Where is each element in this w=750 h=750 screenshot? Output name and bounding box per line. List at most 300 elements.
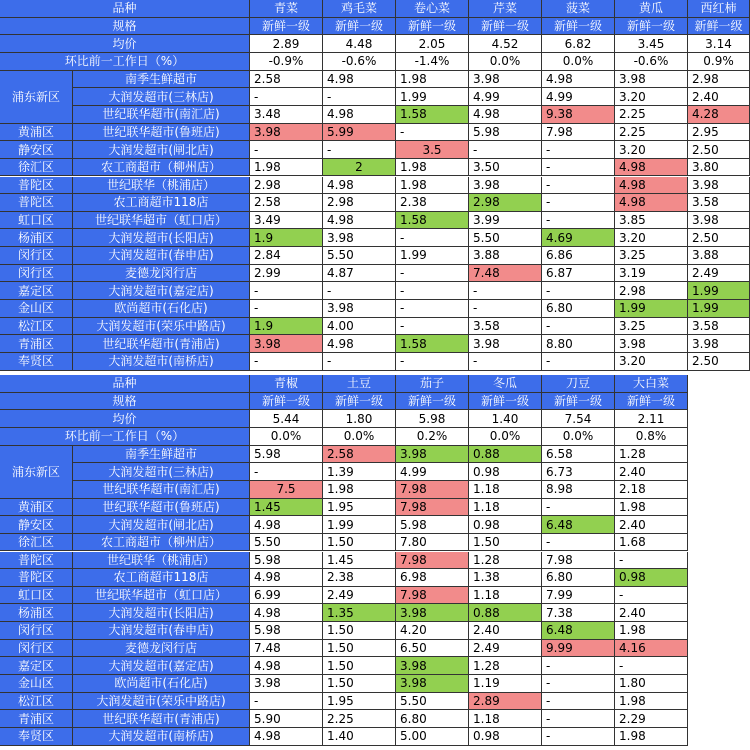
price-cell: 1.50 <box>323 657 396 675</box>
price-cell: 3.98 <box>396 604 469 622</box>
price-cell: 3.88 <box>688 247 750 265</box>
price-cell: 2.84 <box>250 247 323 265</box>
average-price: 3.45 <box>615 35 688 53</box>
price-cell: 4.98 <box>323 212 396 230</box>
average-price: 4.48 <box>323 35 396 53</box>
price-cell: - <box>542 710 615 728</box>
price-cell: 5.98 <box>250 446 323 464</box>
price-cell: 3.98 <box>250 335 323 353</box>
spec-grade: 新鲜一级 <box>615 393 688 411</box>
price-cell: 1.98 <box>615 499 688 517</box>
price-cell: 6.86 <box>542 247 615 265</box>
price-cell: 2.38 <box>396 194 469 212</box>
price-cell: 1.19 <box>469 675 542 693</box>
price-cell: 1.28 <box>615 446 688 464</box>
price-cell: 4.98 <box>250 604 323 622</box>
price-cell: 1.45 <box>323 552 396 570</box>
price-cell: 6.98 <box>396 569 469 587</box>
price-cell: 4.99 <box>396 463 469 481</box>
price-cell: - <box>250 88 323 106</box>
price-cell: 0.98 <box>469 516 542 534</box>
market-name: 世纪联华超市(鲁班店) <box>73 124 250 142</box>
average-price: 4.52 <box>469 35 542 53</box>
price-cell: 5.98 <box>250 622 323 640</box>
price-cell: 3.98 <box>469 71 542 89</box>
market-name: 麦德龙闵行店 <box>73 640 250 658</box>
district-label: 静安区 <box>0 516 73 534</box>
price-cell: 4.99 <box>469 88 542 106</box>
change-percent: 0.8% <box>615 428 688 446</box>
price-cell: - <box>542 282 615 300</box>
price-cell: 1.18 <box>469 710 542 728</box>
price-cell: - <box>250 141 323 159</box>
price-cell: 6.80 <box>542 569 615 587</box>
spec-grade: 新鲜一级 <box>250 393 323 411</box>
price-cell: 4.98 <box>323 71 396 89</box>
price-cell: 3.85 <box>615 212 688 230</box>
price-cell: 4.87 <box>323 265 396 283</box>
price-cell: - <box>323 141 396 159</box>
vegetable-name: 冬瓜 <box>469 375 542 393</box>
price-cell: 1.39 <box>323 463 396 481</box>
price-cell: 1.98 <box>615 728 688 746</box>
price-cell: 3.25 <box>615 318 688 336</box>
price-cell: 4.98 <box>469 106 542 124</box>
district-label: 闵行区 <box>0 640 73 658</box>
price-cell: 3.58 <box>688 318 750 336</box>
market-name: 世纪联华超市(鲁班店) <box>73 499 250 517</box>
market-name: 农工商超市（柳州店） <box>73 534 250 552</box>
price-cell: 4.69 <box>542 229 615 247</box>
price-cell: 1.40 <box>323 728 396 746</box>
price-cell: - <box>542 728 615 746</box>
price-cell: 3.58 <box>469 318 542 336</box>
vegetable-name: 卷心菜 <box>396 0 469 18</box>
price-cell: 3.25 <box>615 247 688 265</box>
price-cell: 2.29 <box>615 710 688 728</box>
district-label: 青浦区 <box>0 335 73 353</box>
vegetable-name: 黄瓜 <box>615 0 688 18</box>
district-label: 闵行区 <box>0 247 73 265</box>
vegetable-name: 菠菜 <box>542 0 615 18</box>
market-name: 大润发超市(嘉定店) <box>73 282 250 300</box>
average-price: 5.98 <box>396 410 469 428</box>
price-cell: - <box>469 353 542 371</box>
market-name: 世纪联华（桃浦店） <box>73 552 250 570</box>
price-cell: 6.80 <box>542 300 615 318</box>
price-cell: - <box>396 318 469 336</box>
price-cell: 1.28 <box>469 552 542 570</box>
change-percent: 0.0% <box>469 53 542 71</box>
price-cell: - <box>542 534 615 552</box>
price-cell: - <box>542 318 615 336</box>
variety-header: 品种 <box>0 375 250 393</box>
price-cell: 7.48 <box>469 265 542 283</box>
price-cell: 1.35 <box>323 604 396 622</box>
price-cell: - <box>396 282 469 300</box>
price-cell: 2.50 <box>688 229 750 247</box>
price-cell: 4.28 <box>688 106 750 124</box>
price-cell: 1.95 <box>323 693 396 711</box>
price-cell: 1.50 <box>323 534 396 552</box>
price-cell: 8.80 <box>542 335 615 353</box>
price-cell: 6.58 <box>542 446 615 464</box>
price-cell: 5.90 <box>250 710 323 728</box>
price-cell: 3.98 <box>469 177 542 195</box>
average-price: 7.54 <box>542 410 615 428</box>
price-cell: 9.38 <box>542 106 615 124</box>
price-cell: 8.98 <box>542 481 615 499</box>
price-cell: 3.98 <box>688 212 750 230</box>
price-cell: 1.95 <box>323 499 396 517</box>
price-cell: 3.98 <box>323 300 396 318</box>
district-label: 闵行区 <box>0 622 73 640</box>
price-cell: 1.18 <box>469 587 542 605</box>
price-cell: 3.49 <box>250 212 323 230</box>
price-cell: 4.98 <box>323 177 396 195</box>
price-cell: 1.45 <box>250 499 323 517</box>
price-cell: 2.95 <box>688 124 750 142</box>
district-label: 嘉定区 <box>0 282 73 300</box>
price-cell: 1.99 <box>396 247 469 265</box>
change-percent: 0.0% <box>469 428 542 446</box>
price-cell: 2.49 <box>469 640 542 658</box>
price-cell: 1.50 <box>323 675 396 693</box>
price-cell: 5.50 <box>323 247 396 265</box>
price-cell: 7.48 <box>250 640 323 658</box>
price-cell: 6.73 <box>542 463 615 481</box>
price-cell: 2.58 <box>250 71 323 89</box>
price-cell: 0.88 <box>469 446 542 464</box>
vegetable-name: 茄子 <box>396 375 469 393</box>
price-cell: 1.98 <box>396 71 469 89</box>
price-cell: 3.20 <box>615 88 688 106</box>
district-label: 松江区 <box>0 693 73 711</box>
vegetable-name: 青椒 <box>250 375 323 393</box>
price-cell: 3.50 <box>469 159 542 177</box>
price-cell: - <box>396 229 469 247</box>
market-name: 世纪联华超市（虹口店） <box>73 587 250 605</box>
change-percent: 0.0% <box>250 428 323 446</box>
price-cell: 4.98 <box>615 177 688 195</box>
price-cell: 2.40 <box>615 463 688 481</box>
district-label: 虹口区 <box>0 212 73 230</box>
spec-header: 规格 <box>0 393 250 411</box>
price-cell: 1.99 <box>615 300 688 318</box>
price-cell: 6.87 <box>542 265 615 283</box>
price-cell: 3.20 <box>615 229 688 247</box>
price-cell: 1.9 <box>250 318 323 336</box>
price-cell: 0.98 <box>615 569 688 587</box>
average-price: 2.05 <box>396 35 469 53</box>
price-cell: 9.99 <box>542 640 615 658</box>
price-cell: 1.50 <box>469 534 542 552</box>
price-cell: 3.98 <box>396 446 469 464</box>
price-cell: 1.99 <box>323 516 396 534</box>
price-cell: 3.88 <box>469 247 542 265</box>
price-cell: - <box>250 300 323 318</box>
price-cell: 1.98 <box>396 159 469 177</box>
change-percent-label: 环比前一工作日（%） <box>0 428 250 446</box>
price-cell: - <box>542 353 615 371</box>
price-cell: 2.89 <box>469 693 542 711</box>
vegetable-name: 大白菜 <box>615 375 688 393</box>
average-price: 2.11 <box>615 410 688 428</box>
price-cell: 1.99 <box>396 88 469 106</box>
district-label: 松江区 <box>0 318 73 336</box>
price-cell: 7.98 <box>542 552 615 570</box>
price-cell: - <box>469 141 542 159</box>
price-cell: 2.98 <box>323 194 396 212</box>
price-cell: - <box>250 463 323 481</box>
price-cell: - <box>469 282 542 300</box>
price-cell: 3.19 <box>615 265 688 283</box>
price-cell: 1.99 <box>688 282 750 300</box>
market-name: 世纪联华超市(青浦店) <box>73 335 250 353</box>
average-price: 1.80 <box>323 410 396 428</box>
market-name: 世纪联华超市(南汇店) <box>73 106 250 124</box>
price-cell: 7.80 <box>396 534 469 552</box>
price-cell: 1.50 <box>323 640 396 658</box>
district-label: 黄浦区 <box>0 124 73 142</box>
market-name: 大润发超市(长阳店) <box>73 229 250 247</box>
price-cell: 3.98 <box>396 657 469 675</box>
price-cell: 3.20 <box>615 141 688 159</box>
average-price: 5.44 <box>250 410 323 428</box>
spec-grade: 新鲜一级 <box>323 18 396 36</box>
price-cell: 4.16 <box>615 640 688 658</box>
price-cell: 2.49 <box>688 265 750 283</box>
average-price: 3.14 <box>688 35 750 53</box>
price-cell: 3.98 <box>615 335 688 353</box>
market-name: 南季生鲜超市 <box>73 446 250 464</box>
price-cell: 2.40 <box>615 516 688 534</box>
price-cell: 0.98 <box>469 728 542 746</box>
price-cell: 6.48 <box>542 622 615 640</box>
spec-grade: 新鲜一级 <box>396 18 469 36</box>
price-cell: 3.98 <box>323 229 396 247</box>
price-cell: 6.99 <box>250 587 323 605</box>
district-label: 浦东新区 <box>0 446 73 499</box>
price-cell: - <box>396 265 469 283</box>
market-name: 大润发超市(南桥店) <box>73 353 250 371</box>
price-cell: 3.5 <box>396 141 469 159</box>
vegetable-name: 芹菜 <box>469 0 542 18</box>
price-cell: 2.50 <box>688 353 750 371</box>
price-cell: 4.98 <box>615 194 688 212</box>
price-cell: 5.50 <box>469 229 542 247</box>
price-cell: 4.20 <box>396 622 469 640</box>
district-label: 黄浦区 <box>0 499 73 517</box>
district-label: 徐汇区 <box>0 534 73 552</box>
price-cell: - <box>396 124 469 142</box>
price-cell: 4.98 <box>250 569 323 587</box>
price-cell: - <box>542 141 615 159</box>
district-label: 虹口区 <box>0 587 73 605</box>
market-name: 麦德龙闵行店 <box>73 265 250 283</box>
price-cell: 1.68 <box>615 534 688 552</box>
market-name: 大润发超市(闸北店) <box>73 516 250 534</box>
market-name: 大润发超市(长阳店) <box>73 604 250 622</box>
change-percent: -0.6% <box>615 53 688 71</box>
price-cell: 1.18 <box>469 481 542 499</box>
district-label: 杨浦区 <box>0 229 73 247</box>
price-cell: 1.58 <box>396 335 469 353</box>
price-cell: - <box>323 88 396 106</box>
price-cell: 1.18 <box>469 499 542 517</box>
price-cell: 6.48 <box>542 516 615 534</box>
price-cell: 2.25 <box>323 710 396 728</box>
change-percent: 0.0% <box>323 428 396 446</box>
price-cell: 1.58 <box>396 212 469 230</box>
vegetable-name: 鸡毛菜 <box>323 0 396 18</box>
price-cell: 4.98 <box>542 71 615 89</box>
price-cell: - <box>469 300 542 318</box>
vegetable-name: 刀豆 <box>542 375 615 393</box>
vegetable-name: 土豆 <box>323 375 396 393</box>
market-name: 世纪联华超市(南汇店) <box>73 481 250 499</box>
price-cell: 3.80 <box>688 159 750 177</box>
average-price: 1.40 <box>469 410 542 428</box>
spec-grade: 新鲜一级 <box>469 18 542 36</box>
price-cell: 1.38 <box>469 569 542 587</box>
district-label: 浦东新区 <box>0 71 73 124</box>
spec-grade: 新鲜一级 <box>323 393 396 411</box>
price-cell: 1.98 <box>250 159 323 177</box>
market-name: 世纪联华超市（虹口店） <box>73 212 250 230</box>
price-cell: - <box>542 675 615 693</box>
market-name: 大润发超市(嘉定店) <box>73 657 250 675</box>
price-cell: 4.99 <box>542 88 615 106</box>
price-cell: 7.98 <box>396 499 469 517</box>
spec-grade: 新鲜一级 <box>615 18 688 36</box>
market-name: 大润发超市(荣乐中路店) <box>73 318 250 336</box>
price-cell: 3.98 <box>469 335 542 353</box>
price-cell: 5.98 <box>396 516 469 534</box>
price-cell: 1.80 <box>615 675 688 693</box>
price-cell: - <box>542 159 615 177</box>
price-cell: 4.98 <box>250 516 323 534</box>
price-cell: 2.49 <box>323 587 396 605</box>
market-name: 大润发超市(闸北店) <box>73 141 250 159</box>
change-percent: -1.4% <box>396 53 469 71</box>
price-cell: 2.99 <box>250 265 323 283</box>
price-cell: - <box>542 177 615 195</box>
price-cell: 2.40 <box>469 622 542 640</box>
price-cell: 1.98 <box>615 622 688 640</box>
price-cell: - <box>542 499 615 517</box>
price-cell: - <box>396 353 469 371</box>
price-cell: - <box>250 353 323 371</box>
market-name: 欧尚超市(石化店) <box>73 675 250 693</box>
price-cell: 2.40 <box>688 88 750 106</box>
spec-grade: 新鲜一级 <box>250 18 323 36</box>
spec-grade: 新鲜一级 <box>688 18 750 36</box>
district-label: 普陀区 <box>0 177 73 195</box>
market-name: 农工商超市118店 <box>73 194 250 212</box>
price-cell: 3.98 <box>615 71 688 89</box>
price-cell: - <box>615 552 688 570</box>
price-cell: 1.98 <box>615 693 688 711</box>
average-price: 6.82 <box>542 35 615 53</box>
district-label: 青浦区 <box>0 710 73 728</box>
price-cell: 3.98 <box>688 335 750 353</box>
price-cell: 0.88 <box>469 604 542 622</box>
price-cell: 2.58 <box>250 194 323 212</box>
price-cell: - <box>542 693 615 711</box>
price-cell: - <box>542 194 615 212</box>
price-cell: 7.98 <box>396 552 469 570</box>
price-cell: 3.48 <box>250 106 323 124</box>
average-price-label: 均价 <box>0 410 250 428</box>
price-cell: - <box>323 353 396 371</box>
price-cell: 1.98 <box>323 481 396 499</box>
price-cell: 4.00 <box>323 318 396 336</box>
price-cell: - <box>250 693 323 711</box>
price-cell: 1.98 <box>396 177 469 195</box>
district-label: 普陀区 <box>0 552 73 570</box>
spec-grade: 新鲜一级 <box>542 393 615 411</box>
variety-header: 品种 <box>0 0 250 18</box>
price-cell: 1.28 <box>469 657 542 675</box>
change-percent: 0.0% <box>542 428 615 446</box>
market-name: 大润发超市(南桥店) <box>73 728 250 746</box>
price-cell: 1.50 <box>323 622 396 640</box>
price-cell: 2.98 <box>688 71 750 89</box>
district-label: 杨浦区 <box>0 604 73 622</box>
district-label: 普陀区 <box>0 194 73 212</box>
price-cell: 7.38 <box>542 604 615 622</box>
market-name: 大润发超市(春申店) <box>73 622 250 640</box>
district-label: 金山区 <box>0 675 73 693</box>
price-cell: 4.98 <box>323 106 396 124</box>
district-label: 闵行区 <box>0 265 73 283</box>
change-percent: -0.6% <box>323 53 396 71</box>
change-percent: 0.2% <box>396 428 469 446</box>
price-cell: 1.9 <box>250 229 323 247</box>
market-name: 大润发超市(三林店) <box>73 88 250 106</box>
market-name: 大润发超市(春申店) <box>73 247 250 265</box>
change-percent-label: 环比前一工作日（%） <box>0 53 250 71</box>
price-cell: 2 <box>323 159 396 177</box>
change-percent: 0.0% <box>542 53 615 71</box>
price-cell: 7.98 <box>396 481 469 499</box>
price-cell: - <box>323 282 396 300</box>
price-cell: 7.99 <box>542 587 615 605</box>
market-name: 南季生鲜超市 <box>73 71 250 89</box>
price-cell: 3.98 <box>396 675 469 693</box>
market-name: 大润发超市(荣乐中路店) <box>73 693 250 711</box>
price-cell: 2.50 <box>688 141 750 159</box>
price-cell: 2.58 <box>323 446 396 464</box>
market-name: 世纪联华（桃浦店） <box>73 177 250 195</box>
price-cell: 5.00 <box>396 728 469 746</box>
price-cell: 2.25 <box>615 124 688 142</box>
price-cell: - <box>542 212 615 230</box>
price-cell: 6.80 <box>396 710 469 728</box>
price-cell: 2.18 <box>615 481 688 499</box>
price-cell: 7.5 <box>250 481 323 499</box>
price-cell: 3.58 <box>688 194 750 212</box>
district-label: 奉贤区 <box>0 728 73 746</box>
price-cell: - <box>542 657 615 675</box>
district-label: 金山区 <box>0 300 73 318</box>
price-cell: 2.98 <box>469 194 542 212</box>
price-cell: 2.38 <box>323 569 396 587</box>
price-cell: 5.50 <box>250 534 323 552</box>
price-cell: 5.50 <box>396 693 469 711</box>
district-label: 奉贤区 <box>0 353 73 371</box>
